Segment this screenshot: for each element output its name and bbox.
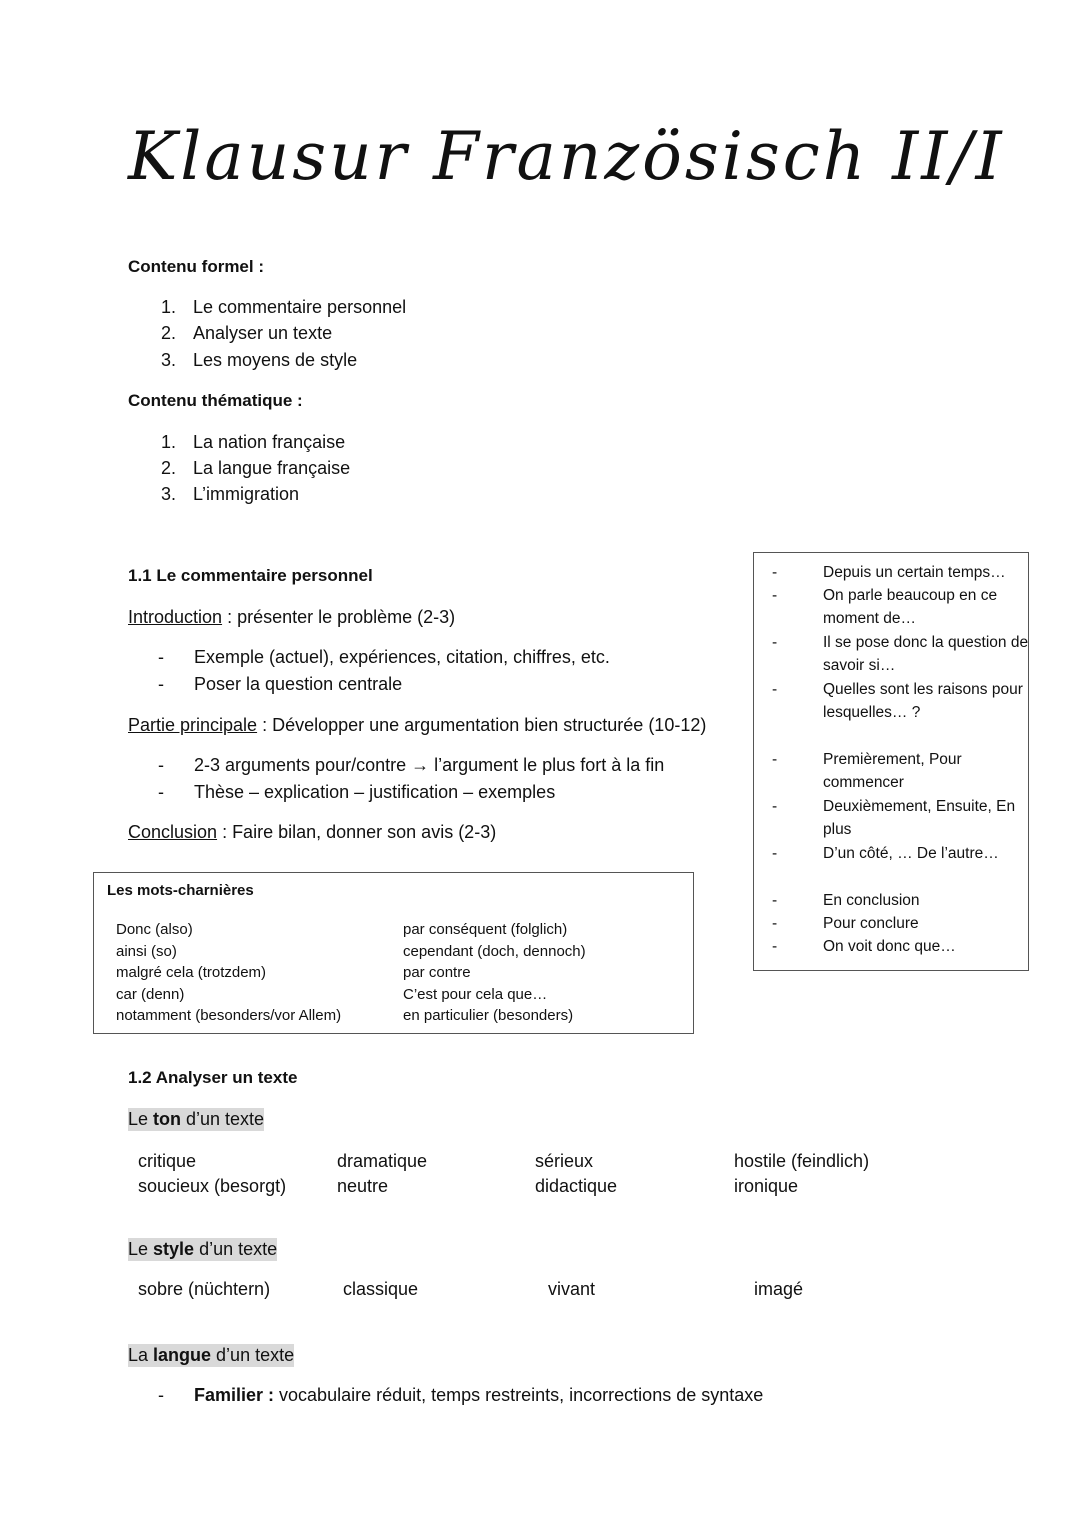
main-part-line: Partie principale : Développer une argumentation bien structurée (10-12) (128, 715, 707, 735)
main-bullet-2: - Thèse – explication – justification – exemples (158, 782, 556, 802)
conclusion-line: Conclusion : Faire bilan, donner son avis (2-3) (128, 822, 497, 842)
mots-charnieres-heading: Les mots-charnières (107, 882, 254, 899)
ton-heading: Le ton d’un texte (128, 1109, 265, 1129)
ton-column-3: sérieux didactique (535, 1151, 618, 1196)
style-word-4: imagé (754, 1279, 804, 1299)
formal-item-3: 3. Les moyens de style (161, 350, 358, 370)
langue-heading: La langue d’un texte (128, 1345, 295, 1365)
thematic-item-1: 1. La nation française (161, 432, 346, 452)
formal-content-heading: Contenu formel : (128, 257, 264, 276)
intro-bullet-1: - Exemple (actuel), expériences, citation, chiffres, etc. (158, 647, 610, 667)
mots-charnieres-box (93, 872, 694, 1034)
ton-column-2: dramatique neutre (337, 1151, 428, 1196)
langue-bullet-1: - Familier : vocabulaire réduit, temps restreints, incorrections de syntaxe (158, 1385, 764, 1405)
ton-column-4: hostile (feindlich) ironique (734, 1151, 870, 1196)
thematic-item-3: 3. L’immigration (161, 484, 300, 504)
style-word-2: classique (343, 1279, 419, 1299)
ton-column-1: critique soucieux (besorgt) (138, 1151, 287, 1196)
introduction-line: Introduction : présenter le problème (2-3) (128, 607, 456, 627)
document-title: Klausur Französisch II/I (128, 118, 1005, 195)
mots-charnieres-left-column: Donc (also) ainsi (so) malgré cela (trotzdem) car (denn) notamment (besonders/vor Allem) (116, 921, 342, 1025)
formal-item-2: 2. Analyser un texte (161, 323, 333, 343)
main-bullet-1: - 2-3 arguments pour/contre → l’argument le plus fort à la fin (158, 755, 665, 775)
thematic-item-2: 2. La langue française (161, 458, 351, 478)
section-1-1-heading: 1.1 Le commentaire personnel (128, 566, 373, 585)
mots-charnieres-right-column: par conséquent (folglich) cependant (doch, dennoch) par contre C’est pour cela que… en particulier (besonders) (403, 921, 586, 1025)
style-word-1: sobre (nüchtern) (138, 1279, 271, 1299)
formal-item-1: 1. Le commentaire personnel (161, 297, 407, 317)
style-word-3: vivant (548, 1279, 596, 1299)
phrases-side-box: - Depuis un certain temps… - On parle beaucoup en ce moment de… - Il se pose donc la question de savoir si… - Quelles sont les raisons pour lesquelles… ? - Premièrement, Pour commencer - Deuxièmement, Ensuite, En plus - D’un côté, … De l’autre… - En conclusion - Pour conclure - On voit donc que… (753, 552, 1029, 971)
section-1-2-heading: 1.2 Analyser un texte (128, 1068, 298, 1087)
thematic-content-heading: Contenu thématique : (128, 391, 303, 410)
style-heading: Le style d’un texte (128, 1239, 278, 1259)
intro-bullet-2: - Poser la question centrale (158, 674, 403, 694)
